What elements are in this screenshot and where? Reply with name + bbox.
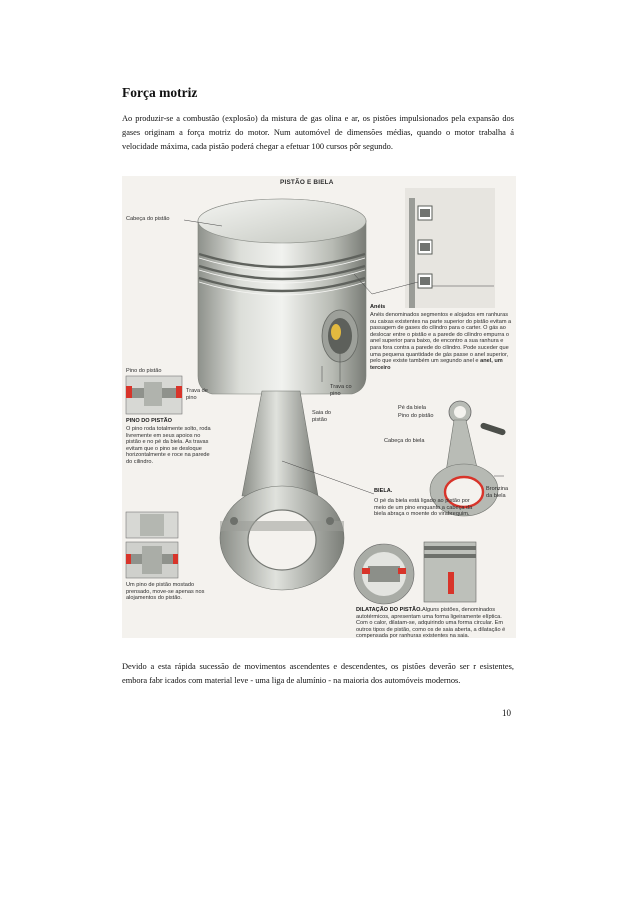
label-biela-title: BIELA. [374,488,393,494]
closing-paragraph: Devido a esta rápida sucessão de movimentos ascendentes e descendentes, os pistões deverão ser r esistentes, embora fabr icados com material leve - uma liga de alumínio - na maioria dos automóveis modernos. [122,662,514,685]
label-cabeca-biela: Cabeça do biela [384,438,425,444]
label-pino-pistao-2: Pino do pistão [398,413,434,419]
dilatacao-description: Alguns pistões, denominados autotérmicos, apresentam uma forma ligeiramente elíptica. Com o calor, dilatam-se, adquirindo uma forma circular. Em outros tipos de pistão, como os de saia aberta, a dilatação é compensada por ranhuras existentes na saia. [356,607,506,638]
page-title: Força motriz [122,85,198,100]
page-number: 10 [502,708,511,718]
label-cabeca-pistao: Cabeça do pistão [126,216,170,222]
piston-illustration [122,176,516,638]
label-saia-pistao: Saia do pistão [312,410,331,423]
label-pino-pistao: Pino do pistão [126,368,162,374]
aneis-description-bold: anel, um terceiro [370,358,503,371]
biela-description: O pé da biela está ligado ao pistão por meio de um pino enquanto a cabeça da biela abraça o moente do virabrequim. [374,498,473,518]
pino-description: O pino roda totalmente solto, roda livremente em seus apoios no pistão e no pé da biela. As travas evitam que o pino se desloque horizontalmente e roce na parede do cilindro. [126,426,211,465]
pino-prensado-description: Um pino de pistão mostado prensado, move-se apenas nos alojamentos do pistão. [126,582,205,602]
label-aneis: Anéis [370,304,386,310]
label-pino-title: PINO DO PISTÃO [126,418,172,424]
label-dilatacao-title: DILATAÇÃO DO PISTÃO. [356,607,422,613]
figure-title: PISTÃO E BIELA [280,179,334,186]
label-bronzina: Bronzina da biela [486,486,509,499]
aneis-description-text: Anéis denominados segmentos e alojados em ranhuras ou caixas existentes na parte superior do pistão evitam a passagem de gases do cilindro para o carter. O gás ao deslocar entre o pistão e a parede do cilindro empurra o anel superior para baixo, de encontro a sua ranhura e para fora contra a parede do cilindro. Pode suceder que uma pequena quantidade de gás passe o anel superior, pelo que existe também um segundo anel e [370,312,512,365]
label-pe-biela: Pé da biela [398,405,426,411]
label-trava-pino: Trava de pino [186,388,208,401]
piston-drawing [122,176,516,638]
intro-paragraph: Ao produzir-se a combustão (explosão) da mistura de gas olina e ar, os pistões impulsionados pela expansão dos gases originam a força motriz do motor. Num automóvel de dimensões médias, quando o motor trabalha á velocidade máxima, cada pistão poderá chegar a efetuar 100 cursos pôr segundo. [122,114,514,151]
aneis-description [370,312,512,371]
label-trava-co-pino: Trava co pino [330,384,352,397]
